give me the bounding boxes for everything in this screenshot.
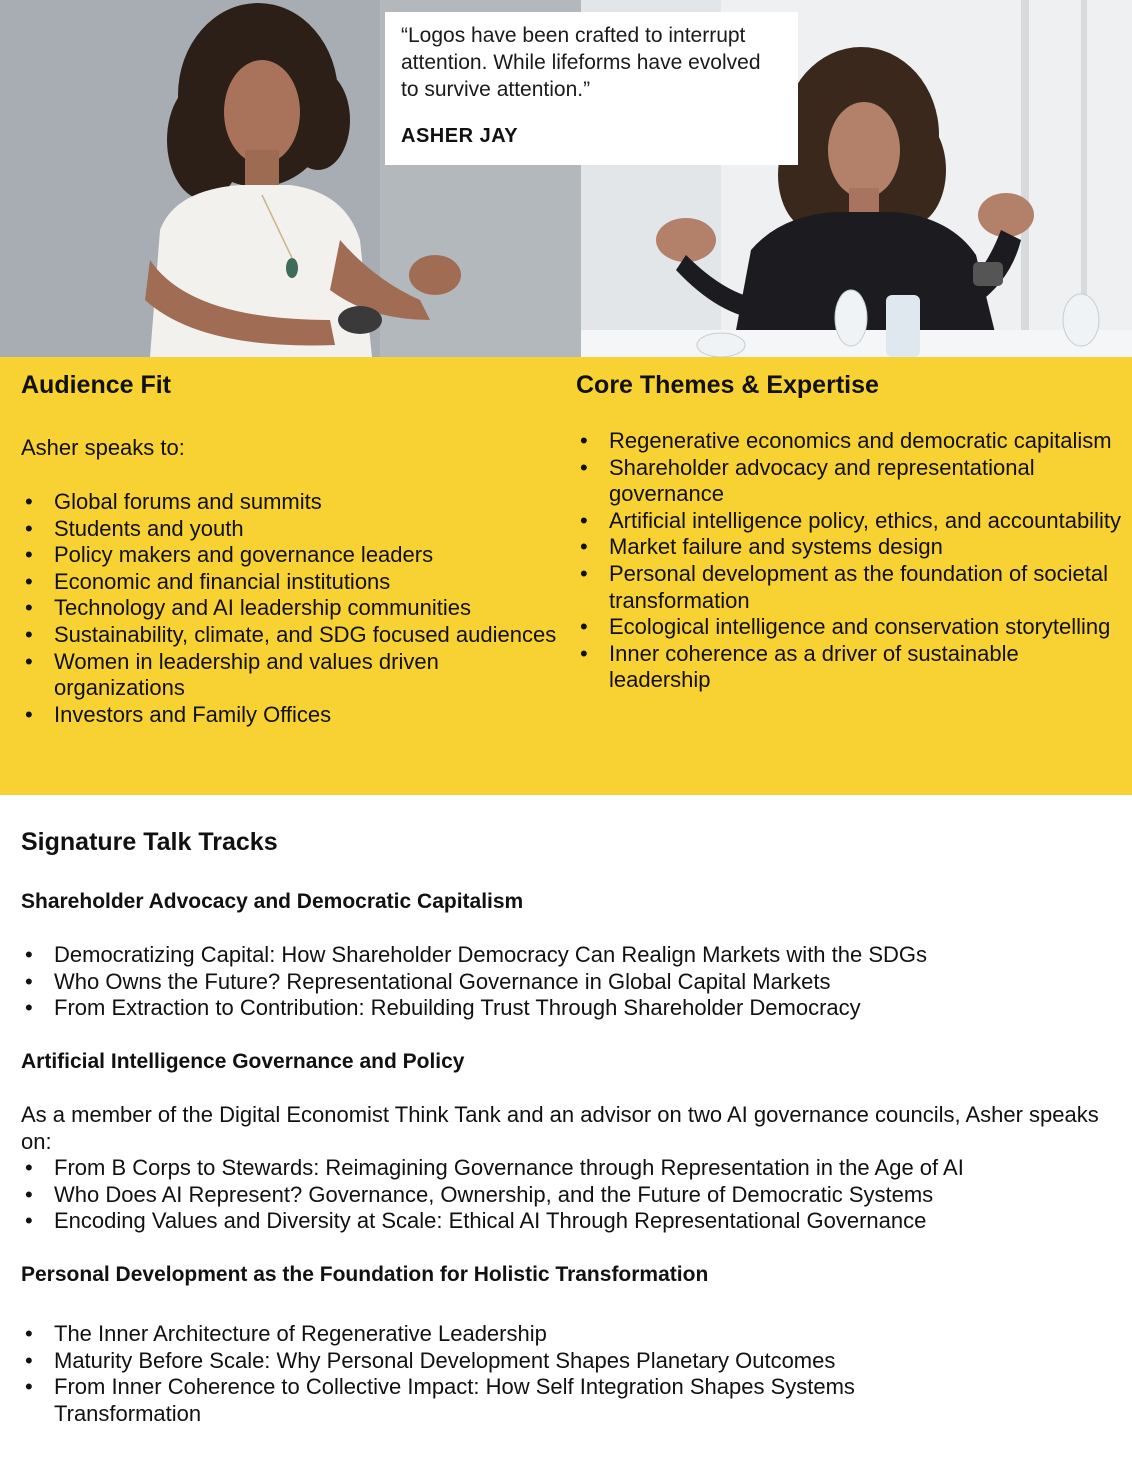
quote-author: ASHER JAY [401, 125, 519, 147]
track-list [21, 942, 1121, 1022]
list-item: • Technology and AI leadership communities [21, 595, 561, 622]
track-title: Shareholder Advocacy and Democratic Capitalism [21, 890, 524, 913]
list-item: • Democratizing Capital: How Shareholder Democracy Can Realign Markets with the SDGs [21, 942, 1121, 969]
list-item: • Artificial intelligence policy, ethics, and accountability [576, 508, 1121, 535]
hero-section [0, 0, 1132, 357]
list-item: • Shareholder advocacy and representational governance [576, 455, 1121, 508]
list-item: • Market failure and systems design [576, 534, 1121, 561]
list-item: • Women in leadership and values driven organizations [21, 649, 561, 702]
list-item: • Maturity Before Scale: Why Personal Development Shapes Planetary Outcomes [21, 1348, 1121, 1375]
yellow-band [0, 357, 1132, 795]
list-item: • From Inner Coherence to Collective Impact: How Self Integration Shapes Systems Transformation [21, 1374, 1121, 1427]
list-item: • From Extraction to Contribution: Rebuilding Trust Through Shareholder Democracy [21, 995, 1121, 1022]
audience-list [21, 489, 561, 728]
track-title: Artificial Intelligence Governance and Policy [21, 1050, 465, 1073]
list-item: • Encoding Values and Diversity at Scale: Ethical AI Through Representational Governance [21, 1208, 1121, 1235]
list-item: • Who Does AI Represent? Governance, Ownership, and the Future of Democratic Systems [21, 1182, 1121, 1209]
list-item: • Policy makers and governance leaders [21, 542, 561, 569]
themes-list [576, 428, 1121, 694]
list-item: • The Inner Architecture of Regenerative Leadership [21, 1321, 1121, 1348]
list-item: • Economic and financial institutions [21, 569, 561, 596]
list-item: • Regenerative economics and democratic capitalism [576, 428, 1121, 455]
talk-tracks-heading: Signature Talk Tracks [21, 828, 278, 856]
track-list [21, 1155, 1121, 1235]
core-themes-heading: Core Themes & Expertise [576, 371, 879, 399]
audience-fit-heading: Audience Fit [21, 371, 172, 399]
list-item: • Sustainability, climate, and SDG focused audiences [21, 622, 561, 649]
list-item: • Inner coherence as a driver of sustainable leadership [576, 641, 1121, 694]
list-item: • Global forums and summits [21, 489, 561, 516]
quote-text: “Logos have been crafted to interrupt attention. While lifeforms have evolved to survive attention.” [401, 24, 761, 101]
list-item: • Ecological intelligence and conservation storytelling [576, 614, 1121, 641]
track-list [21, 1321, 1121, 1427]
list-item: • Students and youth [21, 516, 561, 543]
quote-card [385, 12, 798, 165]
list-item: • Personal development as the foundation of societal transformation [576, 561, 1121, 614]
track-title: Personal Development as the Foundation for Holistic Transformation [21, 1263, 709, 1286]
list-item: • Investors and Family Offices [21, 702, 561, 729]
list-item: • From B Corps to Stewards: Reimagining Governance through Representation in the Age of AI [21, 1155, 1121, 1182]
list-item: • Who Owns the Future? Representational Governance in Global Capital Markets [21, 969, 1121, 996]
audience-intro: Asher speaks to: [21, 435, 185, 460]
track-intro: As a member of the Digital Economist Think Tank and an advisor on two AI governance councils, Asher speaks on: [21, 1102, 1099, 1154]
